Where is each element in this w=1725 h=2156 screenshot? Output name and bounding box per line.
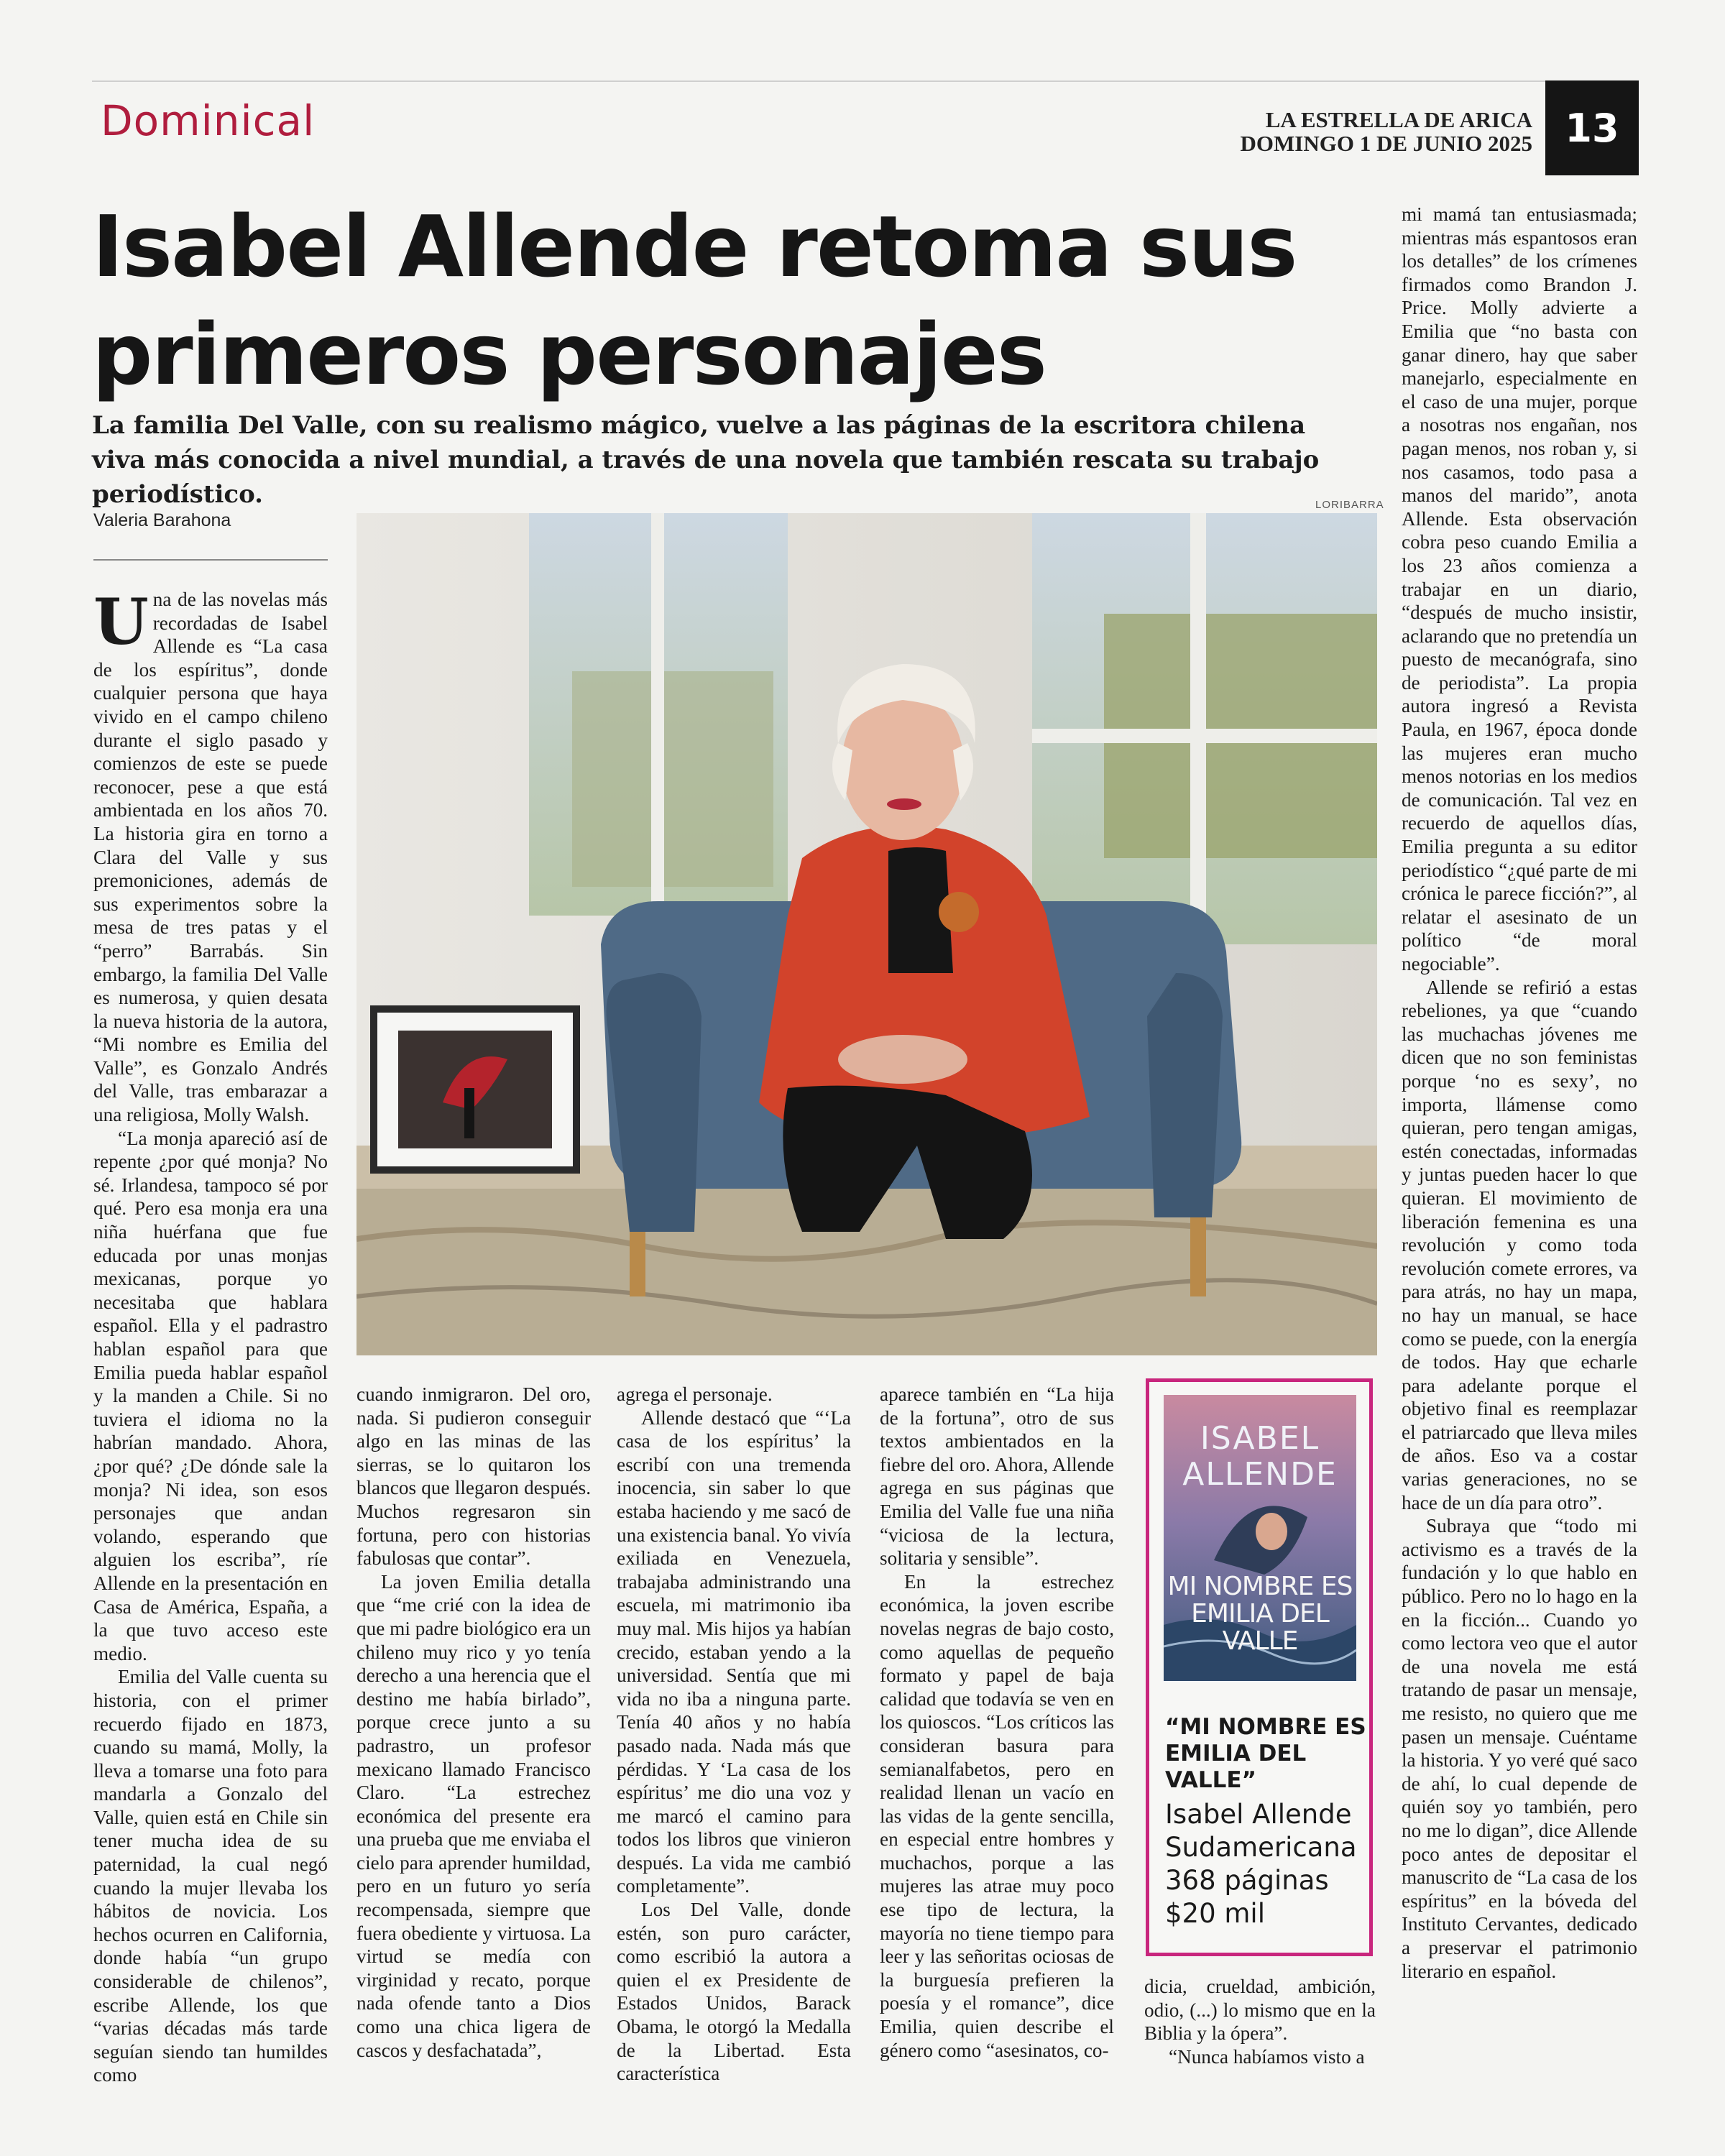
drop-cap: U — [93, 584, 149, 659]
book-pages: 368 páginas — [1165, 1865, 1329, 1896]
article-paragraph: “Nunca habíamos visto a — [1169, 2045, 1365, 2068]
author-photo — [356, 513, 1377, 1355]
cover-author: ISABEL ALLENDE — [1182, 1420, 1338, 1493]
article-paragraph: cuando inmigraron. Del oro, nada. Si pudieron conseguir algo en las minas de las sierras, se lo quitaron los blancos que llegaron después. Muchos regresaron sin fortuna, pero con historias fabulosas que contar”. — [356, 1383, 591, 1570]
article-paragraph: Emilia del Valle cuenta su historia, con el primer recuerdo fijado en 1873, cuando su mamá, Molly, la lleva a tomarse una foto para mandarla a Gonzalo del Valle, quien está en Chile sin tener mucha idea de su paternidad, la cual negó cuando la mujer llevaba los hábitos de novicia. Los hechos ocurren en California, donde había “un grupo considerable de chilenos”, escribe Allende, los que “varias décadas más tarde seguían siendo tan humildes como — [93, 1666, 328, 2086]
article-paragraph: aparece también en “La hija de la fortuna”, otro de sus textos ambientados en la fiebre del oro. Ahora, Allende agrega en sus páginas que Emilia del Valle fue una niña “viciosa de la lectura, solitaria y sensible”. — [880, 1383, 1114, 1570]
book-info-box — [1146, 1378, 1373, 1956]
article-paragraph: Allende destacó que “‘La casa de los espíritus’ la escribí con una tremenda inocencia, sin saber lo que estaba haciendo y me sacó de una existencia banal. Yo vivía exiliada en Venezuela, trabajaba administrando una escuela, mi matrimonio iba muy mal. Mis hijos ya habían crecido, estaban yendo a la universidad. Sentía que mi vida no iba a ninguna parte. Tenía 40 años y no había pasado nada. Nada más que pérdidas. Y ‘La casa de los espíritus’ me dio una voz y me marcó el camino para todos los libros que vinieron después. La vida me cambió completamente”. — [617, 1406, 851, 1897]
article-paragraph: En la estrechez económica, la joven escribe novelas negras de bajo costo, como aquellas de pequeño formato y papel de baja calidad que todavía se ven en los quioscos. “Los críticos las consideran basura para semianalfabetos, pero en realidad llenan un vacío en las vidas de la gente sencilla, en especial entre hombres y muchachos, porque a las mujeres las atrae muy poco ese tipo de lectura, la mayoría no tiene tiempo para leer y las señoritas ociosas de la burguesía prefieren la poesía y el romance”, dice Emilia, quien describe el género como “asesinatos, co- — [880, 1570, 1114, 2061]
article-column-6 — [1402, 203, 1637, 1983]
issue-date: DOMINGO 1 DE JUNIO 2025 — [1240, 131, 1532, 156]
author-photo-illustration — [356, 513, 1377, 1355]
header-rule — [92, 80, 1637, 82]
deck: La familia Del Valle, con su realismo mágico, vuelve a las páginas de la escritora chilena viva más conocida a nivel mundial, a través de una novela que también rescata su trabajo periodístico. — [92, 411, 1320, 509]
section-name: Dominical — [101, 96, 316, 145]
masthead — [1241, 108, 1532, 155]
article-paragraph: Allende se refirió a estas rebeliones, ya que “cuando las muchachas jóvenes me dicen que no son feministas porque ‘no es sexy’, no importa, llámense como quieran, pero tengan amigas, estén conectadas, informadas y juntas pueden hacer lo que quieran. El movimiento de liberación femenina es una revolución y como toda revolución comete errores, va para atrás, no hay un mapa, no hay un manual, se hace como se puede, con la energía de todos. Hay que echarle para adelante porque el objetivo final es reemplazar el patriarcado que lleva miles de años. Eso va a costar varias generaciones, no se hace de un día para otro”. — [1402, 976, 1637, 1514]
article-paragraph: dicia, crueldad, ambición, odio, (...) lo mismo que en la Biblia y la ópera”. — [1144, 1976, 1376, 2045]
article-paragraph: mi mamá tan entusiasmada; mientras más espantosos eran los detalles” de los crímenes firmados como Brandon J. Price. Molly advierte a Emilia que “no basta con ganar dinero, hay que saber manejarlo, especialmente en el caso de una mujer, porque a nosotras nos engañan, nos pagan menos, nos roban y, si nos casamos, todo pasa a manos del marido”, anota Allende. Esta observación cobra peso cuando Emilia a los 23 años comienza a trabajar en un diario, “después de mucho insistir, aclarando que no pretendía un puesto de mecanógrafa, sino de periodista”. La propia autora ingresó a Revista Paula, en 1967, época donde las mujeres eran mucho menos notorias en los medios de comunicación. Tal vez en recuerdo de aquellos días, Emilia pregunta a su editor periodístico “¿qué parte de mi crónica le parece ficción?”, al relatar el asesinato de un político “de moral negociable”. — [1402, 203, 1637, 975]
book-price: $20 mil — [1165, 1898, 1265, 1929]
byline: Valeria Barahona — [93, 510, 231, 530]
article-paragraph — [93, 584, 328, 1127]
article-paragraph: agrega el personaje. — [617, 1383, 773, 1405]
article-paragraph: “La monja apareció así de repente ¿por qué monja? No sé. Irlandesa, tampoco sé por qué. Pero esa monja era una niña huérfana que fue educada por unas monjas mexicanas, porque yo necesitaba que hablara español. Ella y el padrastro hablan español para que Emilia pueda hablar español y la manden a Chile. Si no tuviera el idioma no la habrían mandado. Ahora, ¿por qué? ¿De dónde sale la monja? Ni idea, son esos personajes que andan volando, esperando que alguien los escriba”, ríe Allende en la presentación en Casa de América, España, a la que tuvo acceso este medio. — [93, 1127, 328, 1664]
headline-line-2: primeros personajes — [92, 305, 1046, 404]
cover-title: MI NOMBRE ES EMILIA DEL VALLE — [1167, 1572, 1353, 1656]
book-title: “MI NOMBRE ES EMILIA DEL VALLE” — [1165, 1714, 1366, 1793]
article-paragraph: Los Del Valle, donde estén, son puro carácter, como escribió la autora a quien el ex Presidente de Estados Unidos, Barack Obama, le otorgó la Medalla de la Libertad. Esta característica — [617, 1899, 851, 2085]
article-paragraph: La joven Emilia detalla que “me crié con la idea de que mi padre biológico era un chileno muy rico y yo tenía derecho a una herencia que el destino me había birlado”, porque crece junto a su padrastro, un profesor mexicano llamado Francisco Claro. “La estrechez económica del presente era una prueba que me enviaba el cielo para aprender humildad, pero en un futuro yo sería recompensada, siempre que fuera obediente y virtuosa. La virtud se medía con virginidad y recato, porque nada ofende tanto a Dios como una chica ligera de cascos y desfachatada”, — [356, 1570, 591, 2061]
article-column-1 — [93, 584, 328, 2087]
book-author: Isabel Allende — [1165, 1799, 1352, 1830]
article-paragraph: Subraya que “todo mi activismo es a través de la fundación y lo que hablo en público. Pero no lo hago en la en la ficción... Cuando yo como lectora veo que el autor de una novela me está tratando de pasar un mensaje, me resisto, no quiero que me pasen un mensaje. Cuéntame la historia. Y yo veré qué saco de ahí, lo cual depende de quién soy yo también, pero no me lo digan”, dice Allende poco antes de depositar el manuscrito de “La casa de los espíritus” en la bóveda del Instituto Cervantes, dedicado a preservar el patrimonio literario en español. — [1402, 1515, 1637, 1982]
page-number: 13 — [1545, 80, 1639, 175]
byline-rule — [93, 559, 328, 561]
newspaper-name: LA ESTRELLA DE ARICA — [1265, 107, 1532, 132]
article-column-4 — [880, 1383, 1114, 2062]
article-column-2 — [356, 1383, 591, 2062]
article-paragraph-text: na de las novelas más recordadas de Isabel Allende es “La casa de los espíritus”, donde cualquier persona que haya vivido en el campo chileno durante el siglo pasado y comienzos de este se puede reconocer, pese a que está ambientada en los años 70. La historia gira en torno a Clara del Valle y sus premoniciones, además de sus experimentos sobre la mesa de tres patas y el “perro” Barrabás. Sin embargo, la familia Del Valle es numerosa, y quien desata la nueva historia de la autora, “Mi nombre es Emilia del Valle”, es Gonzalo Andrés del Valle, tras embarazar a una religiosa, Molly Walsh. — [93, 589, 328, 1126]
article-column-3 — [617, 1383, 851, 2086]
headline — [92, 193, 1357, 408]
headline-line-1: Isabel Allende retoma sus — [92, 197, 1297, 296]
article-column-5 — [1144, 1975, 1376, 2068]
book-cover — [1164, 1395, 1356, 1681]
book-publisher: Sudamericana — [1165, 1832, 1357, 1863]
photo-credit: LORIBARRA — [1315, 499, 1384, 511]
